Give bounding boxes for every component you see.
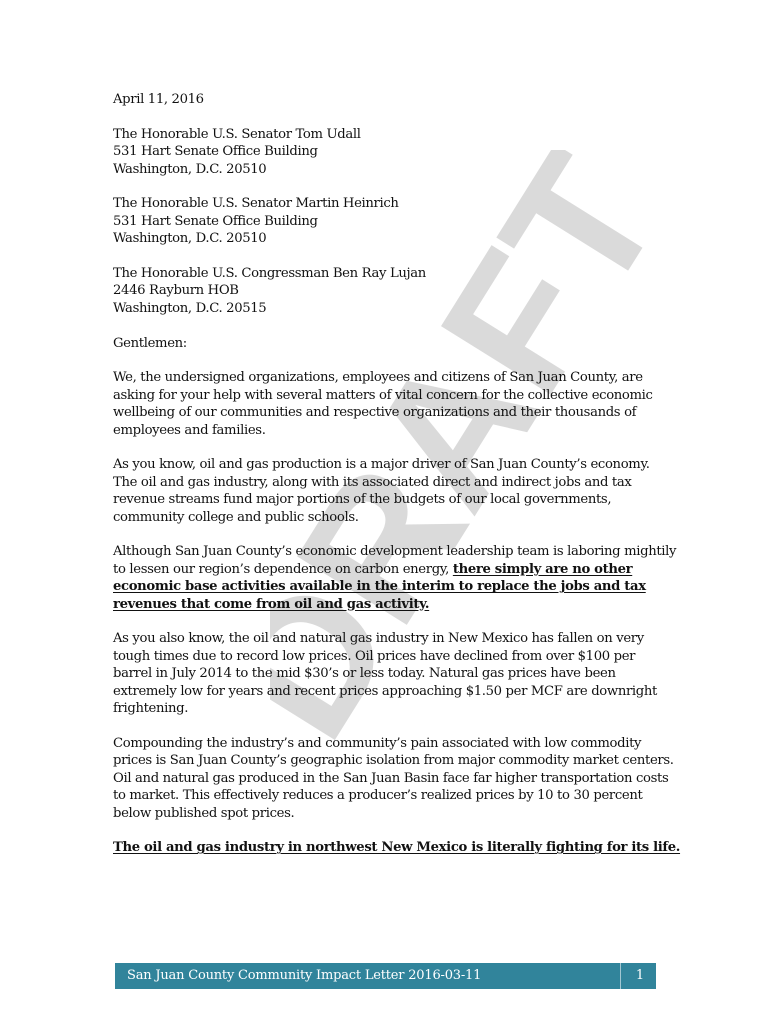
spacer (113, 352, 658, 369)
footer-title: San Juan County Community Impact Letter 2016-03-11 (127, 968, 482, 983)
footer-divider (620, 963, 621, 989)
recipient-city: Washington, D.C. 20515 (113, 300, 267, 316)
spacer (113, 822, 658, 839)
paragraph-text: to lessen our region’s dependence on carbon energy, (113, 561, 453, 577)
recipient-address: 531 Hart Senate Office Building (113, 213, 318, 229)
recipient-address: 531 Hart Senate Office Building (113, 144, 318, 160)
emphasized-line: revenues that come from oil and gas activity. (113, 596, 430, 612)
paragraph-line: We, the undersigned organizations, employees and citizens of San Juan County, are (113, 370, 643, 386)
page-number: 1 (635, 968, 644, 983)
paragraph-1 (113, 369, 658, 439)
recipient-block-2 (113, 195, 658, 247)
spacer (113, 108, 658, 125)
paragraph-line-mixed (113, 561, 658, 578)
spacer (113, 317, 658, 334)
paragraph-line: Oil and natural gas produced in the San Juan Basin face far higher transportation costs (113, 770, 669, 786)
recipient-address: 2446 Rayburn HOB (113, 283, 239, 299)
spacer (113, 613, 658, 630)
paragraph-line: tough times due to record low prices. Oil prices have declined from over $100 per (113, 648, 636, 664)
recipient-city: Washington, D.C. 20510 (113, 231, 267, 247)
letter-date: April 11, 2016 (113, 92, 204, 107)
draft-watermark-text: DRAFT (270, 150, 690, 772)
letter-body (113, 91, 681, 857)
recipient-block-1 (113, 126, 658, 178)
recipient-name: The Honorable U.S. Senator Martin Heinrich (113, 196, 399, 212)
spacer (113, 718, 658, 735)
paragraph-line: to market. This effectively reduces a producer’s realized prices by 10 to 30 percent (113, 788, 643, 804)
paragraph-line: Compounding the industry’s and community’s pain associated with low commodity (113, 735, 642, 751)
paragraph-line: asking for your help with several matters of vital concern for the collective economic (113, 387, 653, 403)
paragraph-line: frightening. (113, 701, 189, 717)
spacer (113, 439, 658, 456)
document-footer (115, 963, 656, 989)
paragraph-3 (113, 543, 677, 613)
paragraph-line: As you also know, the oil and natural gas industry in New Mexico has fallen on very (113, 631, 644, 647)
spacer (113, 526, 658, 543)
paragraph-line: Although San Juan County’s economic development leadership team is laboring mightily (113, 544, 677, 560)
paragraph-line: prices is San Juan County’s geographic isolation from major commodity market centers. (113, 753, 674, 769)
paragraph-5 (113, 735, 674, 822)
closing-emphasis: The oil and gas industry in northwest New Mexico is literally fighting for its life. (113, 840, 681, 856)
recipient-name: The Honorable U.S. Congressman Ben Ray Lujan (113, 266, 426, 282)
paragraph-line: extremely low for years and recent prices approaching $1.50 per MCF are downright (113, 683, 657, 699)
spacer (113, 178, 658, 195)
paragraph-line: community college and public schools. (113, 509, 359, 525)
paragraph-line: below published spot prices. (113, 805, 295, 821)
emphasized-line: economic base activities available in the interim to replace the jobs and tax (113, 579, 646, 595)
recipient-city: Washington, D.C. 20510 (113, 161, 267, 177)
salutation: Gentlemen: (113, 335, 187, 351)
spacer (113, 248, 658, 265)
paragraph-line: As you know, oil and gas production is a major driver of San Juan County’s economy. (113, 457, 650, 473)
paragraph-line: barrel in July 2014 to the mid $30’s or less today. Natural gas prices have been (113, 666, 616, 682)
emphasized-text: there simply are no other (452, 561, 633, 577)
recipient-name: The Honorable U.S. Senator Tom Udall (113, 126, 361, 142)
recipient-block-3 (113, 265, 658, 317)
paragraph-4 (113, 630, 658, 717)
paragraph-line: wellbeing of our communities and respective organizations and their thousands of (113, 405, 637, 421)
paragraph-line: employees and families. (113, 422, 266, 438)
paragraph-line: revenue streams fund major portions of the budgets of our local governments, (113, 492, 612, 508)
paragraph-line: The oil and gas industry, along with its associated direct and indirect jobs and tax (113, 474, 632, 490)
paragraph-2 (113, 456, 658, 526)
